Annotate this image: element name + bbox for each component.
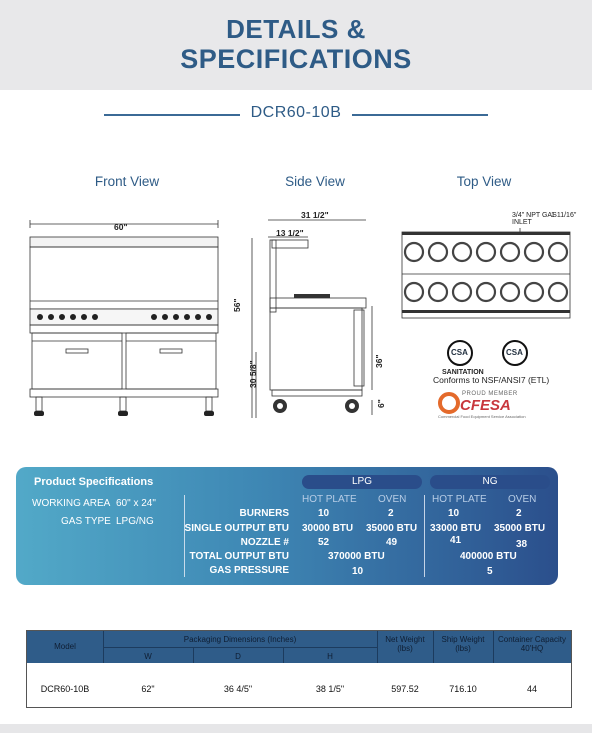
spec-row-label: BURNERS	[239, 508, 289, 519]
gas-inlet-label: 3/4" NPT GAS INLET	[512, 212, 557, 226]
cfesa-name: CFESA	[460, 397, 511, 414]
side-shelf-dim: 13 1/2"	[276, 228, 304, 238]
model-rule-right	[352, 114, 488, 116]
cell-h: 38 1/5"	[315, 684, 345, 694]
spec-cell: 41	[450, 535, 462, 546]
spec-divider-left	[184, 495, 185, 577]
header-banner	[0, 0, 592, 90]
header-container: Container Capacity 40'HQ	[497, 635, 567, 653]
model-rule-left	[104, 114, 240, 116]
cell-ship-weight: 716.10	[449, 684, 477, 694]
cell-w: 62"	[141, 684, 155, 694]
header-model: Model	[54, 642, 76, 651]
lpg-hotplate-header: HOT PLATE	[302, 494, 357, 505]
total-output-lpg: 370000 BTU	[328, 551, 385, 562]
gas-type-value: LPG/NG	[116, 516, 154, 527]
side-view-label: Side View	[285, 174, 345, 189]
header-title-line1: DETAILS &	[226, 14, 366, 44]
conforms-text: Conforms to NSF/ANSI7 (ETL)	[433, 375, 550, 385]
total-output-label: TOTAL OUTPUT BTU	[189, 551, 289, 562]
gas-pressure-label: GAS PRESSURE	[209, 565, 289, 576]
cell-container: 44	[526, 684, 537, 694]
gas-inlet-offset: 1 11/16"	[551, 212, 577, 219]
top-view-label: Top View	[456, 174, 512, 189]
header-separator	[433, 631, 434, 663]
packaging-subrule	[103, 647, 377, 648]
cell-net-weight: 597.52	[391, 684, 419, 694]
side-leg-dim: 6"	[376, 399, 386, 408]
cell-model: DCR60-10B	[40, 684, 90, 694]
header-separator	[377, 631, 378, 663]
ng-hotplate-header: HOT PLATE	[432, 494, 487, 505]
side-view-drawing	[236, 210, 386, 420]
csa-mark-right: CSA	[506, 348, 523, 357]
spec-cell: 33000 BTU	[430, 523, 482, 534]
side-working-dim: 36"	[374, 354, 384, 368]
gas-type-label: GAS TYPE	[61, 516, 111, 527]
packaging-table	[26, 630, 572, 708]
spec-cell: 52	[318, 537, 330, 548]
lpg-oven-header: OVEN	[378, 494, 407, 505]
product-specifications-panel	[16, 467, 558, 585]
spec-cell: 35000 BTU	[366, 523, 418, 534]
gas-pressure-lpg: 10	[352, 566, 364, 577]
header-ship-weight: Ship Weight (lbs)	[441, 635, 485, 653]
spec-cell: 2	[516, 508, 522, 519]
model-title: DCR60-10B	[250, 104, 342, 121]
working-area-value: 60" x 24"	[116, 498, 156, 509]
lpg-group-header: LPG	[302, 475, 422, 489]
header-w: W	[144, 652, 152, 661]
front-width-dim: 60"	[114, 222, 128, 232]
cfesa-proud-member: PROUD MEMBER	[462, 391, 518, 397]
spec-cell: 38	[516, 539, 528, 550]
header-packaging: Packaging Dimensions (Inches)	[183, 635, 297, 644]
ng-oven-header: OVEN	[508, 494, 537, 505]
footer-strip	[0, 724, 592, 733]
spec-cell: 10	[448, 508, 460, 519]
cell-d: 36 4/5"	[223, 684, 253, 694]
spec-cell: 10	[318, 508, 330, 519]
side-height-total-dim: 56"	[232, 298, 242, 312]
side-depth-dim: 31 1/2"	[301, 210, 329, 220]
cfesa-subtitle: Commercial Food Equipment Service Association	[438, 414, 526, 419]
spec-cell: 30000 BTU	[302, 523, 354, 534]
csa-mark-left: CSA	[451, 348, 468, 357]
total-output-ng: 400000 BTU	[460, 551, 517, 562]
front-view-drawing	[24, 215, 224, 420]
ng-group-header: NG	[430, 475, 550, 489]
header-d: D	[235, 652, 241, 661]
spec-title: Product Specifications	[34, 476, 154, 488]
spec-cell: 2	[388, 508, 394, 519]
header-net-weight: Net Weight (lbs)	[385, 635, 425, 653]
front-view-label: Front View	[94, 174, 160, 189]
side-height-dim: 30 5/8"	[248, 360, 258, 388]
working-area-label: WORKING AREA	[32, 498, 111, 509]
spec-row-label: SINGLE OUTPUT BTU	[184, 523, 289, 534]
spec-row-label: NOZZLE #	[240, 537, 289, 548]
spec-divider-mid	[424, 495, 425, 577]
gas-pressure-ng: 5	[487, 566, 493, 577]
spec-cell: 49	[386, 537, 398, 548]
cfesa-logo-icon	[438, 392, 460, 414]
header-h: H	[327, 652, 333, 661]
spec-cell: 35000 BTU	[494, 523, 546, 534]
top-view-drawing	[400, 228, 572, 324]
header-title-line2: SPECIFICATIONS	[180, 44, 412, 74]
sanitation-label: SANITATION	[442, 369, 484, 376]
